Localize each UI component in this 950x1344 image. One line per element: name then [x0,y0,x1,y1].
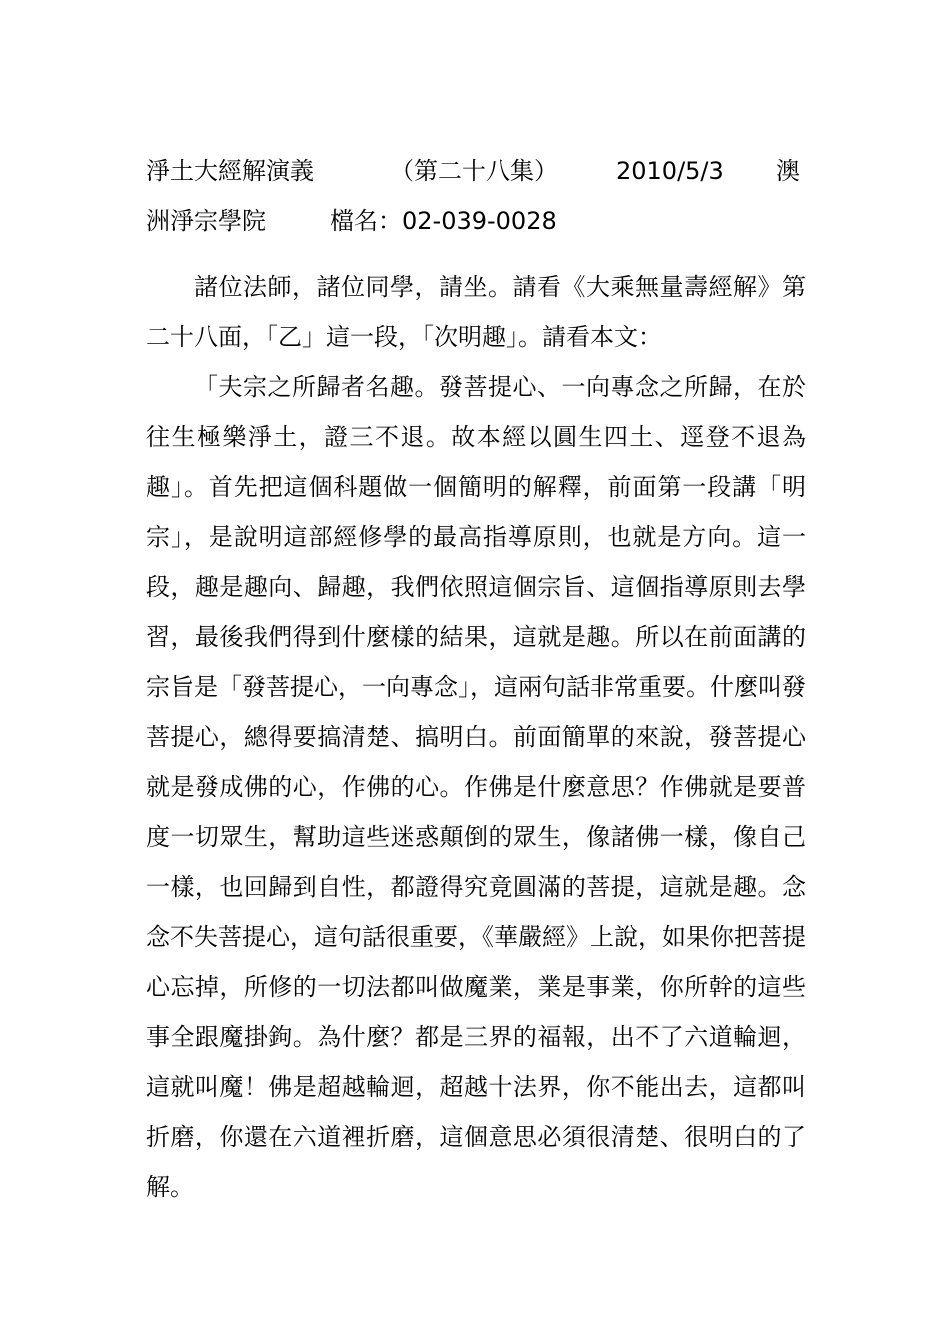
venue-part-1: 澳 [776,157,800,185]
document-title: 淨土大經解演義 [146,157,314,185]
venue-part-2: 洲淨宗學院 [146,207,266,235]
lecture-date: 2010/5/3 [616,157,724,185]
document-header [146,146,806,246]
document-page [146,146,806,1212]
body-paragraph-1: 諸位法師，諸位同學，請坐。請看《大乘無量壽經解》第二十八面，「乙」這一段，「次明趣」。請看本文： [146,273,806,351]
episode-label: （第二十八集） [390,157,558,185]
body-paragraph-2: 「夫宗之所歸者名趣。發菩提心、一向專念之所歸，在於往生極樂淨土，證三不退。故本經以圓生四土、逕登不退為趣」。首先把這個科題做一個簡明的解釋，前面第一段講「明宗」，是說明這部經修學的最高指導原則，也就是方向。這一段，趣是趣向、歸趣，我們依照這個宗旨、這個指導原則去學習，最後我們得到什麼樣的結果，這就是趣。所以在前面講的宗旨是「發菩提心，一向專念」，這兩句話非常重要。什麼叫發菩提心，總得要搞清楚、搞明白。前面簡單的來說，發菩提心就是發成佛的心，作佛的心。作佛是什麼意思？作佛就是要普度一切眾生，幫助這些迷惑顛倒的眾生，像諸佛一樣，像自己一樣，也回歸到自性，都證得究竟圓滿的菩提，這就是趣。念念不失菩提心，這句話很重要，《華嚴經》上說，如果你把菩提心忘掉，所修的一切法都叫做魔業，業是事業，你所幹的這些事全跟魔掛鉤。為什麼？都是三界的福報，出不了六道輪迴，這就叫魔！佛是超越輪迴，超越十法界，你不能出去，這都叫折磨，你還在六道裡折磨，這個意思必須很清楚、很明白的了解。 [146,373,806,1201]
file-name: 檔名：02-039-0028 [330,207,557,235]
